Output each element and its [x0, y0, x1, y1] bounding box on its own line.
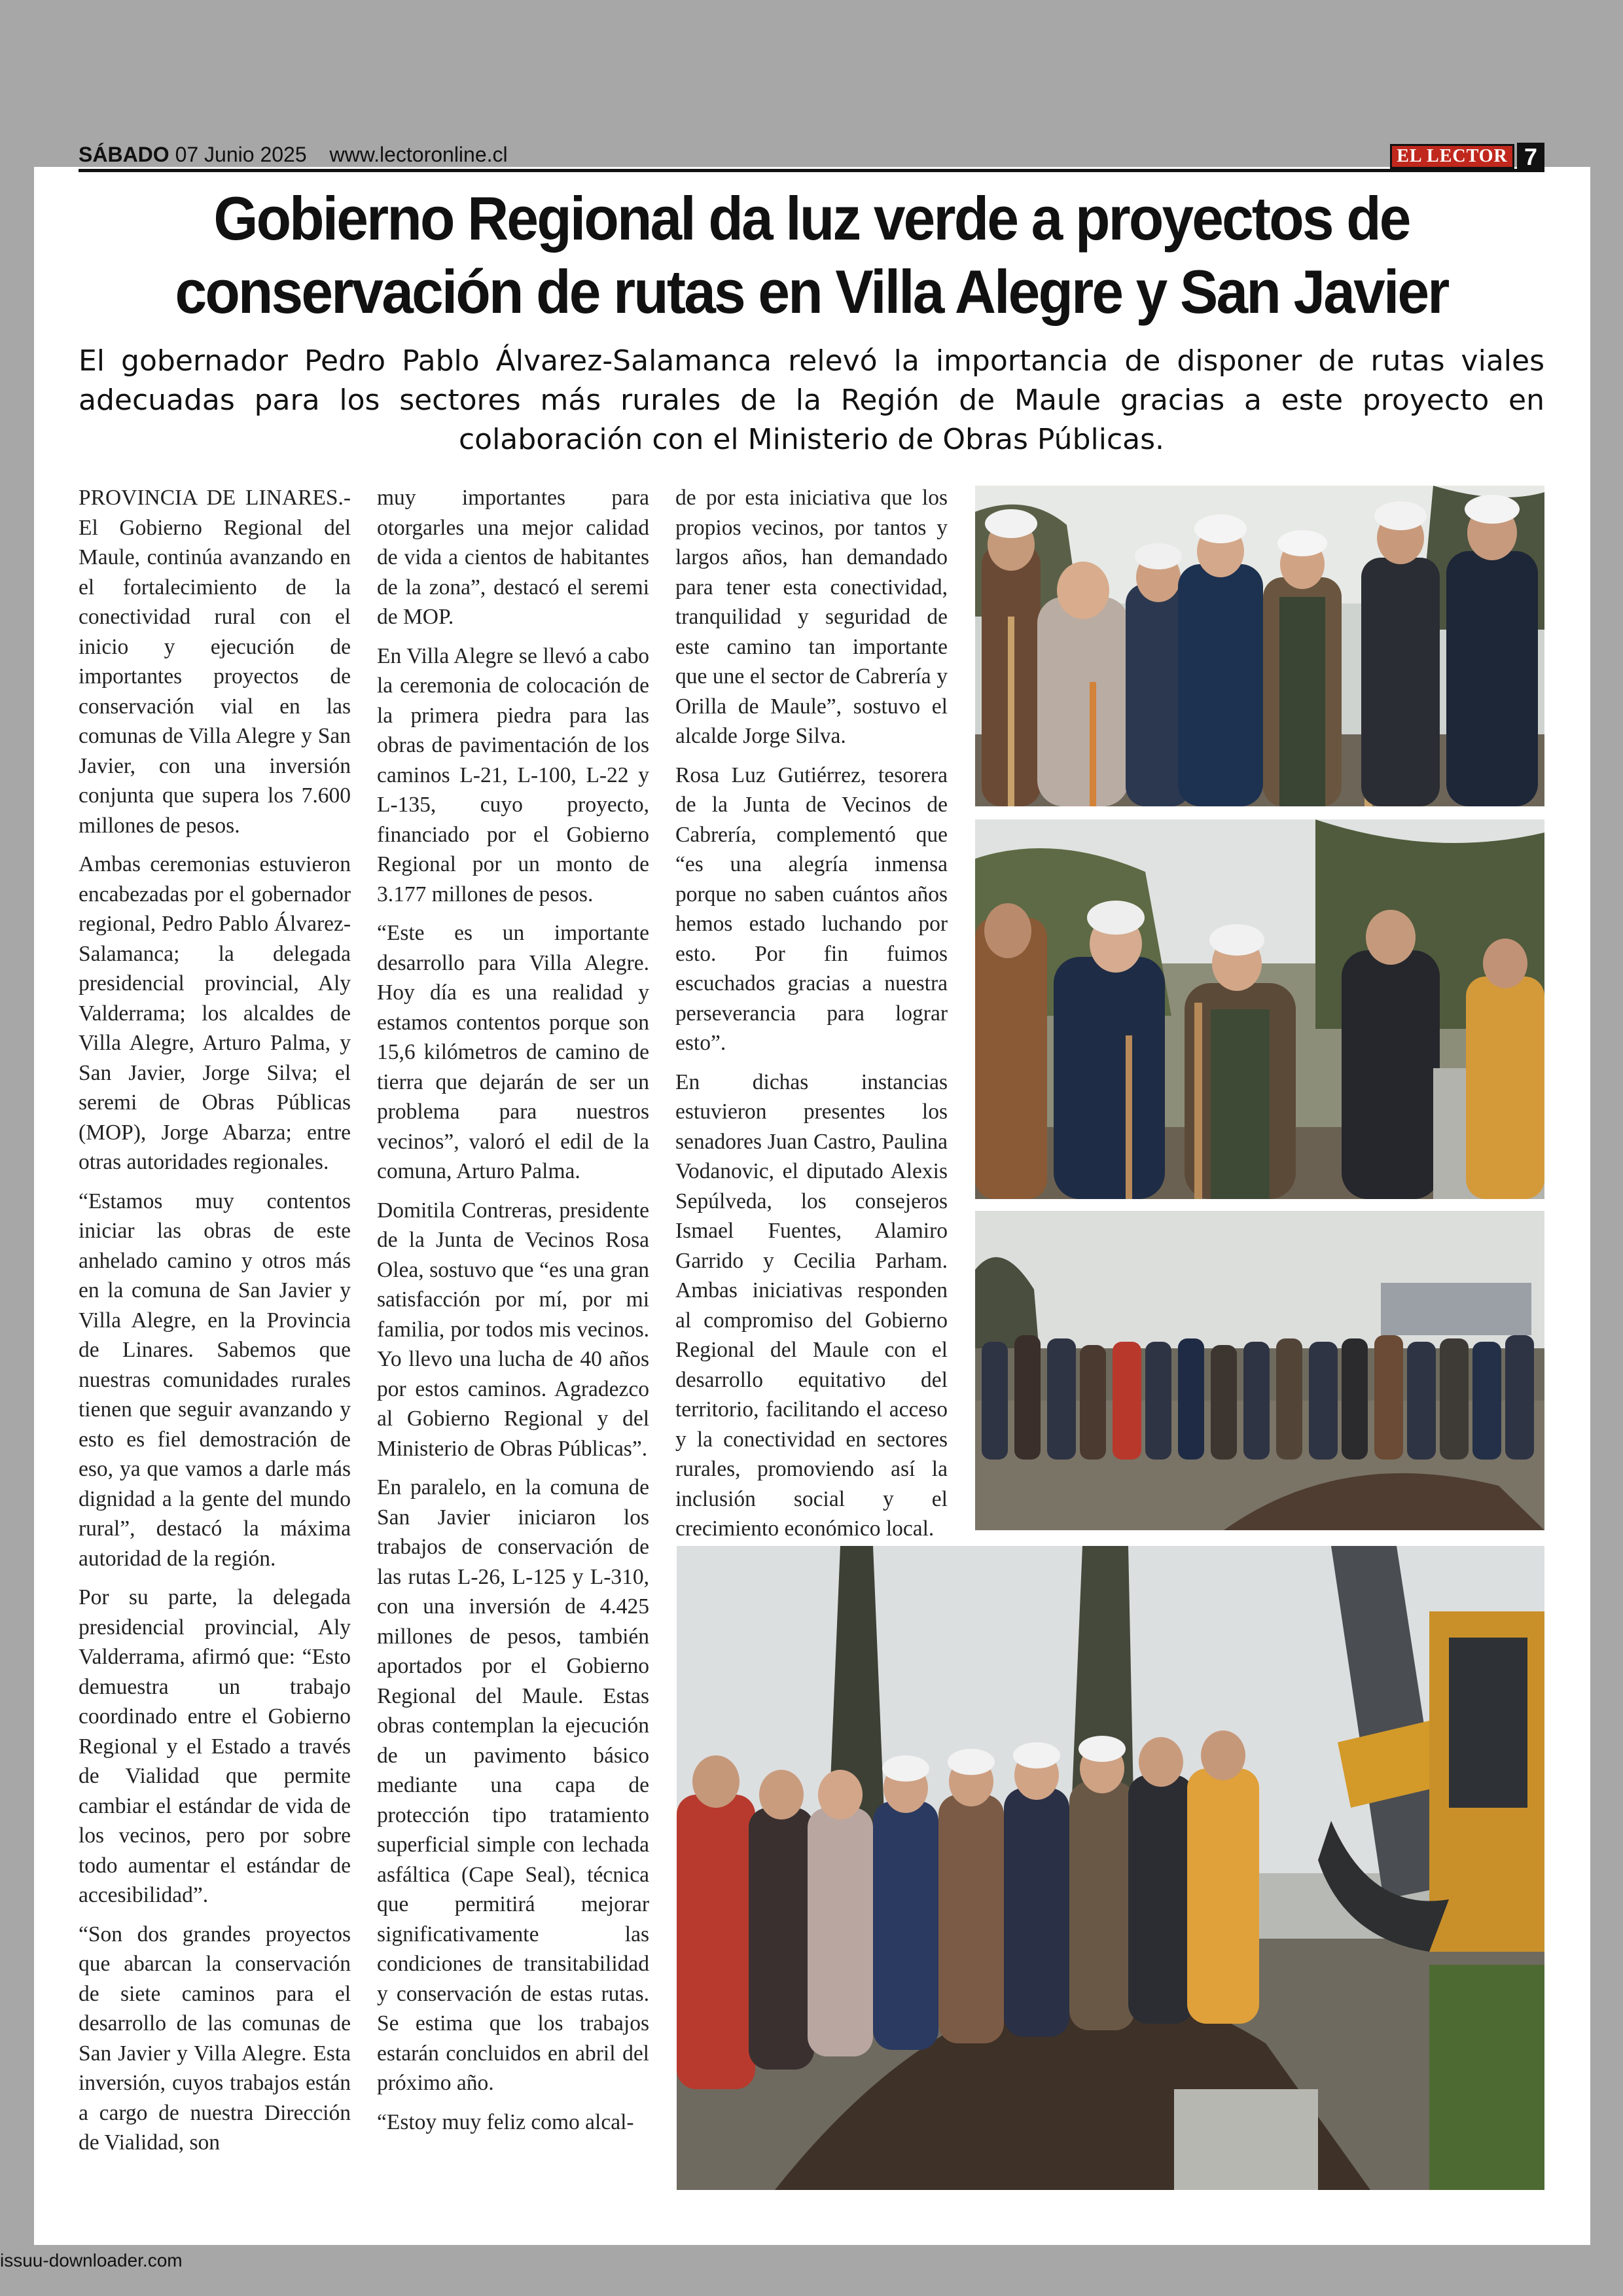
headline-line-2: conservación de rutas en Villa Alegre y San Javier: [175, 257, 1448, 326]
headline-line-1: Gobierno Regional da luz verde a proyectos de: [213, 184, 1410, 253]
photo-group-field: [975, 1211, 1544, 1530]
headline: [130, 182, 1493, 329]
article-column-1: [79, 483, 351, 2167]
paragraph: Ambas ceremonias estuvieron encabezadas por el gobernador regional, Pedro Pablo Álvarez-Salamanca; la delegada presidencial provincial, Aly Valderrama; los alcaldes de Villa Alegre, Arturo Palma, y San Javier, Jorge Silva; el seremi de Obras Públicas (MOP), Jorge Abarza; entre otras autoridades regionales.: [79, 852, 351, 1174]
download-credit: issuu-downloader.com: [0, 2250, 183, 2270]
photo-ceremony-closeup: [975, 819, 1544, 1199]
paragraph: “Este es un importante desarrollo para Villa Alegre. Hoy día es una realidad y estamos contentos porque son 15,6 kilómetros de camino de tierra que dejarán de ser un problema para nuestros vecinos”, valoró el edil de la comuna, Arturo Palma.: [377, 921, 649, 1183]
paragraph: Rosa Luz Gutiérrez, tesorera de la Junta de Vecinos de Cabrería, complementó que “es una alegría inmensa porque no saben cuántos años hemos estado luchando por esto. Por fin fuimos escuchados gracias a nuestra perseverancia para lograr esto”.: [675, 762, 948, 1055]
site-url[interactable]: www.lectoronline.cl: [329, 143, 508, 166]
paragraph: PROVINCIA DE LINARES.- El Gobierno Regional del Maule, continúa avanzando en el fortalecimiento de la conectividad rural con el inicio y ejecución de importantes proyectos de conservación vial en las comunas de Villa Alegre y San Javier, con una inversión conjunta que supera los 7.600 millones de pesos.: [79, 486, 351, 838]
article-column-3: [675, 483, 948, 1542]
dateline: [79, 143, 1544, 169]
paragraph: En Villa Alegre se llevó a cabo la ceremonia de colocación de la primera piedra para las obras de pavimentación de los caminos L-21, L-100, L-22 y L-135, cuyo proyecto, financiado por el Gobierno Regional por un monto de 3.177 millones de pesos.: [377, 643, 649, 906]
dateline-day: SÁBADO: [79, 143, 169, 166]
paragraph: “Estamos muy contentos iniciar las obras de este anhelado camino y otros más en la comuna de San Javier y Villa Alegre, en la Provincia de Linares. Sabemos que nuestras comunidades rurales tienen que seguir avanzando y esto es fiel demostración de eso, ya que vamos a darle más dignidad a la gente del mundo rural”, destacó la máxima autoridad de la región.: [79, 1189, 351, 1571]
paragraph: de por esta iniciativa que los propios vecinos, por tantos y largos años, han demandado para tener esta conectividad, tranquilidad y seguridad de este camino tan importante que une el sector de Cabrería y Orilla de Maule”, sostuvo el alcalde Jorge Silva.: [675, 486, 948, 748]
newspaper-logo: EL LECTOR: [1390, 144, 1514, 169]
paragraph: Domitila Contreras, presidente de la Junta de Vecinos Rosa Olea, sostuvo que “es una gran satisfacción por mí, por mi familia, por todos mis vecinos. Yo llevo una lucha de 40 años por estos caminos. Agradezco al Gobierno Regional y del Ministerio de Obras Públicas”.: [377, 1198, 649, 1461]
paragraph: “Estoy muy feliz como alcal-: [377, 2109, 634, 2134]
photo-excavator-ceremony: [677, 1546, 1544, 2190]
page-number: 7: [1517, 143, 1544, 171]
paragraph: Por su parte, la delegada presidencial provincial, Aly Valderrama, afirmó que: “Esto demuestra un trabajo coordinado entre el Gobierno Regional y el Estado a través de Vialidad que permite cambiar el estándar de vida de los vecinos, pero por sobre todo aumentar el estándar de accesibilidad”.: [79, 1585, 351, 1907]
paragraph: “Son dos grandes proyectos que abarcan la conservación de siete caminos para el desarrollo de las comunas de San Javier y Villa Alegre. Esta inversión, cuyos trabajos están a cargo de nuestra Dirección de Vialidad, son: [79, 1922, 351, 2155]
paragraph: muy importantes para otorgarles una mejor calidad de vida a cientos de habitantes de la zona”, destacó el seremi de MOP.: [377, 486, 649, 629]
paragraph: En paralelo, en la comuna de San Javier iniciaron los trabajos de conservación de las rutas L-26, L-125 y L-310, con una inversión de 4.425 millones de pesos, también aportados por el Gobierno Regional del Maule. Estas obras contemplan la ejecución de un pavimento básico mediante una capa de protección tipo tratamiento superficial simple con lechada asfáltica (Cape Seal), técnica que permitirá mejorar significativamente las condiciones de transitabilidad y conservación de estas rutas. Se estima que los trabajos estarán concluidos en abril del próximo año.: [377, 1475, 649, 2095]
photo-authorities-group: [975, 486, 1544, 806]
header-rule: [79, 169, 1544, 172]
article-column-2: [377, 483, 649, 2146]
dateline-date: 07 Junio 2025: [175, 143, 307, 166]
article-deck: El gobernador Pedro Pablo Álvarez-Salamanca relevó la importancia de disponer de rutas viales adecuadas para los sectores más rurales de la Región de Maule gracias a este proyecto en colaboración con el Ministerio de Obras Públicas.: [79, 344, 1544, 456]
paragraph: En dichas instancias estuvieron presentes los senadores Juan Castro, Paulina Vodanovic, el diputado Alexis Sepúlveda, los consejeros Ismael Fuentes, Alamiro Garrido y Cecilia Parham. Ambas iniciativas responden al compromiso del Gobierno Regional del Maule con el desarrollo equitativo del territorio, facilitando el acceso y la conectividad en sectores rurales, promoviendo así la inclusión social y el crecimiento económico local.: [675, 1069, 948, 1541]
